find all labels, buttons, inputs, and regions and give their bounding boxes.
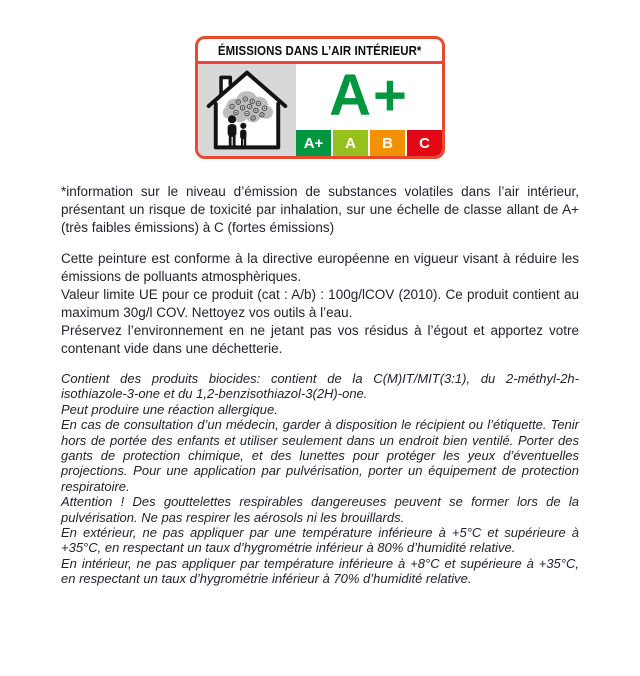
house-pictogram xyxy=(198,64,296,156)
paragraph: Peut produire une réaction allergique. xyxy=(61,401,278,417)
safety-text xyxy=(61,371,579,587)
paragraph: Attention ! Des gouttelettes respirables dangereuses peuvent se former lors de la pulvérisation. Ne pas respirer les aérosols ni les brouillards. xyxy=(61,494,579,525)
paragraph: Préservez l’environnement en ne jetant pas vos résidus à l’égout et apportez votre contenant vide dans une déchetterie. xyxy=(61,323,579,356)
paragraph: En intérieur, ne pas appliquer par température inférieure à +8°C et supérieure à +35°C, en respectant un taux d’hygrométrie inférieur à 70% d’humidité relative. xyxy=(61,555,579,587)
logo-body xyxy=(198,64,442,156)
rating-scale xyxy=(296,130,442,156)
logo-title xyxy=(198,39,442,64)
footnote-intro: *information sur le niveau d’émission de substances volatiles dans l’air intérieur, présentant un risque de toxicité par inhalation, sur une échelle de classe allant de A+ (très faibles émissions) à C (fortes émissions) xyxy=(61,184,579,235)
paragraph: En cas de consultation d’un médecin, garder à disposition le récipient ou l’étiquette. Tenir hors de portée des enfants et utiliser seulement dans un endroit bien ventilé. Porter des gants de protection chimique, et des lunettes pour protéger les yeux d’éventuelles projections. Pour une application par pulvérisation, porter un équipement de protection respiratoire. xyxy=(61,417,579,494)
paragraph: Valeur limite UE pour ce produit (cat : A/b) : 100g/lCOV (2010). Ce produit contient au maximum 30g/l COV. Nettoyez vos outils à l’eau. xyxy=(61,287,579,320)
house-emissions-icon xyxy=(203,66,291,154)
rating-grade: A+ xyxy=(329,63,409,128)
scale-cell-c: C xyxy=(407,130,442,156)
emissions-logo xyxy=(195,36,445,159)
paragraph: Contient des produits biocides: contient de la C(M)IT/MIT(3:1), du 2-méthyl-2h-isothiazole-3-one et du 1,2-benzisothiazol-3(2H)-one. xyxy=(61,371,579,402)
paragraph: En extérieur, ne pas appliquer par une température inférieure à +5°C et supérieure à +35°C, en respectant un taux d’hygrométrie inférieur à 80% d’humidité relative. xyxy=(61,525,579,556)
label-text xyxy=(61,183,579,587)
rating-panel xyxy=(296,64,442,156)
scale-cell-a: A xyxy=(333,130,368,156)
paragraph: Cette peinture est conforme à la directive européenne en vigueur visant à réduire les émissions de polluants atmosphèriques. xyxy=(61,251,579,284)
scale-cell-aplus: A+ xyxy=(296,130,331,156)
logo-title-text: ÉMISSIONS DANS L’AIR INTÉRIEUR* xyxy=(218,42,422,58)
regulatory-text xyxy=(61,250,579,358)
scale-cell-b: B xyxy=(370,130,405,156)
